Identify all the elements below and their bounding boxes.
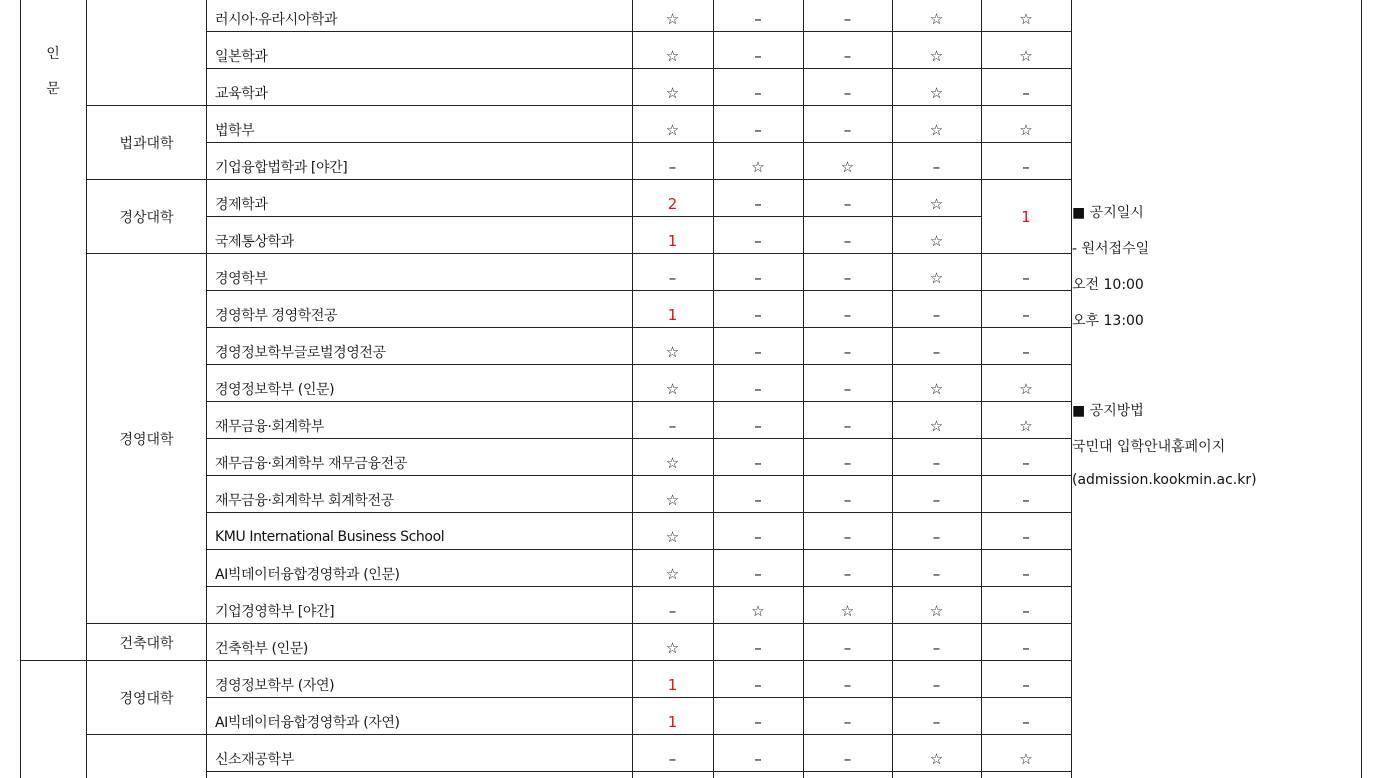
dept-name: 경영정보학부글로벌경영전공 (215, 344, 386, 361)
college-boundary (86, 623, 207, 624)
value-cell: – (668, 268, 677, 287)
value-cell: – (754, 9, 762, 28)
value-cell: ☆ (929, 46, 944, 65)
table-border-left (20, 0, 21, 778)
value-cell: ☆ (665, 527, 680, 546)
value-cell: – (843, 638, 852, 657)
value-cell: – (932, 490, 941, 509)
section-label-line-1: 인 (46, 46, 60, 62)
dept-name: AI빅데이터융합경영학과 (인문) (215, 566, 400, 583)
value-cell: – (843, 194, 852, 213)
dept-name: 러시아·유라시아학과 (215, 11, 338, 28)
value-cell: – (754, 46, 762, 65)
college-boundary (86, 253, 207, 254)
value-cell: – (754, 379, 762, 398)
value-cell: – (843, 120, 852, 139)
dept-name: 법학부 (215, 122, 255, 139)
value-cell: – (754, 231, 762, 250)
value-cell: – (932, 638, 941, 657)
value-cell: ☆ (665, 490, 680, 509)
value-cell: – (843, 712, 852, 731)
value-cell: – (1022, 342, 1030, 361)
value-cell: 2 (667, 194, 678, 213)
value-cell: – (843, 342, 852, 361)
announce-time-title: ■ 공지일시 (1072, 205, 1144, 221)
dept-name: AI빅데이터융합경영학과 (자연) (215, 714, 400, 731)
dept-name: 국제통상학과 (215, 233, 294, 250)
dept-name: 재무금융·회계학부 회계학전공 (215, 492, 394, 509)
announce-method-url: (admission.kookmin.ac.kr) (1072, 472, 1257, 488)
value-cell: – (843, 527, 852, 546)
value-cell: – (1022, 490, 1030, 509)
value-cell: ☆ (929, 601, 944, 620)
value-cell: – (932, 342, 941, 361)
value-cell: ☆ (929, 268, 944, 287)
value-cell: – (754, 305, 762, 324)
value-cell: – (1022, 675, 1030, 694)
value-cell: – (843, 9, 852, 28)
value-cell: ☆ (665, 46, 680, 65)
value-cell: ☆ (665, 379, 680, 398)
value-cell: – (932, 675, 941, 694)
announce-time-subtitle: - 원서접수일 (1072, 241, 1150, 257)
value-cell: – (843, 231, 852, 250)
value-cell: – (754, 120, 762, 139)
value-cell: – (668, 416, 677, 435)
college-label: 경영대학 (119, 691, 174, 707)
value-cell: ☆ (1019, 749, 1033, 768)
value-cell: – (754, 194, 762, 213)
value-cell: 1 (667, 712, 678, 731)
announce-time-am: 오전 10:00 (1072, 277, 1144, 293)
value-cell: ☆ (929, 194, 944, 213)
dept-name: 경제학과 (215, 196, 268, 213)
value-cell: – (932, 305, 941, 324)
value-cell: ☆ (929, 416, 944, 435)
section-label-line-2: 문 (46, 81, 60, 97)
college-boundary (86, 179, 207, 180)
value-cell: – (668, 749, 677, 768)
value-cell: – (1022, 83, 1030, 102)
value-cell: – (843, 749, 852, 768)
value-cell: – (843, 83, 852, 102)
announce-method-title: ■ 공지방법 (1072, 403, 1144, 419)
dept-name: 기업경영학부 [야간] (215, 603, 335, 620)
value-cell: ☆ (1019, 416, 1033, 435)
value-cell: 1 (667, 305, 678, 324)
value-cell: – (843, 490, 852, 509)
value-cell: – (1022, 527, 1030, 546)
value-cell: ☆ (665, 342, 680, 361)
dept-name: 경영학부 경영학전공 (215, 307, 338, 324)
dept-name: KMU International Business School (215, 528, 445, 545)
value-cell: ☆ (665, 9, 680, 28)
value-cell: – (1022, 564, 1030, 583)
value-cell: ☆ (840, 601, 855, 620)
college-label: 경상대학 (119, 210, 174, 226)
dept-name: 경영정보학부 (자연) (215, 677, 335, 694)
value-cell: – (754, 342, 762, 361)
college-label: 법과대학 (119, 136, 174, 152)
college-boundary (86, 105, 207, 106)
value-cell: – (932, 453, 941, 472)
section-divider (86, 0, 87, 778)
dept-name: 경영학부 (215, 270, 268, 287)
value-cell: ☆ (751, 157, 765, 176)
value-cell: ☆ (1019, 9, 1033, 28)
value-cell: – (932, 527, 941, 546)
value-cell: ☆ (751, 601, 765, 620)
value-cell: – (754, 712, 762, 731)
value-cell: ☆ (929, 83, 944, 102)
value-cell: – (932, 564, 941, 583)
college-boundary (86, 660, 207, 661)
value-cell: ☆ (1019, 379, 1033, 398)
value-cell: – (843, 268, 852, 287)
value-cell: – (1022, 712, 1030, 731)
value-cell: – (754, 749, 762, 768)
value-cell: 1 (667, 231, 678, 250)
value-cell: – (843, 453, 852, 472)
merged-value-cell: 1 (1021, 207, 1031, 226)
value-cell: – (754, 675, 762, 694)
dept-name: 건축학부 (인문) (215, 640, 308, 657)
value-cell: – (843, 379, 852, 398)
value-cell: – (843, 564, 852, 583)
col-divider-5 (1071, 0, 1072, 778)
dept-name: 신소재공학부 (215, 751, 294, 768)
value-cell: – (754, 564, 762, 583)
value-cell: – (1022, 157, 1030, 176)
value-cell: – (754, 638, 762, 657)
dept-name: 재무금융·회계학부 재무금융전공 (215, 455, 407, 472)
college-boundary (86, 734, 207, 735)
value-cell: ☆ (1019, 46, 1033, 65)
dept-name: 재무금융·회계학부 (215, 418, 325, 435)
value-cell: ☆ (840, 157, 855, 176)
value-cell: – (1022, 305, 1030, 324)
value-cell: ☆ (665, 83, 680, 102)
value-cell: ☆ (929, 749, 944, 768)
dept-name: 기업융합법학과 [야간] (215, 159, 348, 176)
value-cell: ☆ (665, 453, 680, 472)
value-cell: – (932, 712, 941, 731)
dept-name: 일본학과 (215, 48, 268, 65)
value-cell: ☆ (929, 120, 944, 139)
value-cell: – (754, 268, 762, 287)
college-label: 경영대학 (119, 432, 174, 448)
value-cell: ☆ (929, 231, 944, 250)
value-cell: ☆ (665, 120, 680, 139)
dept-name: 교육학과 (215, 85, 268, 102)
value-cell: ☆ (1019, 120, 1033, 139)
value-cell: – (668, 157, 677, 176)
value-cell: – (1022, 268, 1030, 287)
value-cell: – (754, 83, 762, 102)
section-boundary (20, 660, 87, 661)
announce-method-site: 국민대 입학안내홈페이지 (1072, 439, 1226, 455)
value-cell: – (754, 416, 762, 435)
value-cell: – (668, 601, 677, 620)
value-cell: – (843, 305, 852, 324)
value-cell: – (843, 675, 852, 694)
value-cell: – (1022, 638, 1030, 657)
value-cell: ☆ (929, 9, 944, 28)
value-cell: – (1022, 601, 1030, 620)
value-cell: ☆ (665, 564, 680, 583)
value-cell: – (932, 157, 941, 176)
value-cell: – (754, 490, 762, 509)
value-cell: – (843, 46, 852, 65)
college-label: 건축대학 (119, 636, 174, 652)
value-cell: – (754, 453, 762, 472)
value-cell: ☆ (929, 379, 944, 398)
college-divider (206, 0, 207, 778)
value-cell: ☆ (665, 638, 680, 657)
table-border-right (1361, 0, 1362, 778)
announce-time-pm: 오후 13:00 (1072, 313, 1144, 329)
dept-name: 경영정보학부 (인문) (215, 381, 335, 398)
value-cell: 1 (667, 675, 678, 694)
value-cell: – (754, 527, 762, 546)
value-cell: – (843, 416, 852, 435)
value-cell: – (1022, 453, 1030, 472)
